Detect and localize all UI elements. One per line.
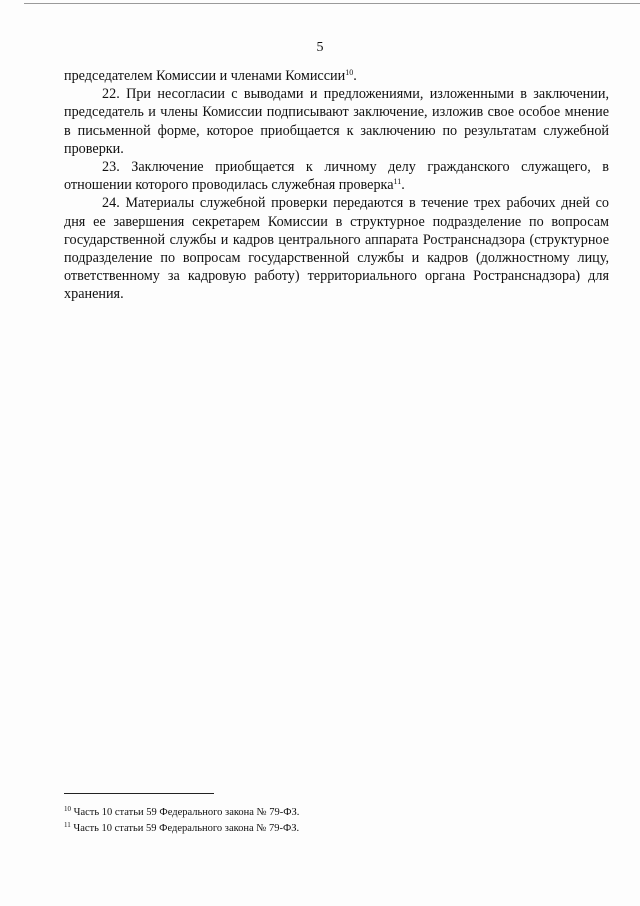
footnote-10 (64, 805, 609, 821)
footnote-number: 10 (64, 805, 71, 813)
paragraph-text: 22. При несогласии с выводами и предложениями, изложенными в заключении, председатель и члены Комиссии подписывают заключение, изложив свое особое мнение в письменной форме, которое приобщается к заключению по результатам служебной проверки. (64, 86, 609, 157)
document-body (64, 67, 609, 304)
paragraph-text: 23. Заключение приобщается к личному делу гражданского служащего, в отношении которого проводилась служебная проверка (64, 159, 609, 194)
paragraph-24 (64, 194, 609, 303)
footnote-11 (64, 821, 609, 837)
paragraph-continuation (64, 67, 609, 85)
paragraph-text: председателем Комиссии и членами Комиссии (64, 68, 346, 84)
footnote-number: 11 (64, 821, 71, 829)
footnote-ref-11[interactable]: 11 (393, 177, 402, 187)
paragraph-23 (64, 158, 609, 194)
footnote-text: Часть 10 статьи 59 Федерального закона № 79-ФЗ. (73, 807, 300, 818)
page-number: 5 (316, 40, 324, 55)
footnotes-section (64, 805, 609, 837)
paragraph-tail: . (353, 68, 357, 84)
footnote-separator (64, 793, 214, 794)
footnote-text: Часть 10 статьи 59 Федерального закона № 79-ФЗ. (73, 823, 300, 834)
paragraph-text: 24. Материалы служебной проверки передаются в течение трех рабочих дней со дня ее завершения секретарем Комиссии в структурное подразделение по вопросам государственной службы и кадров центрального аппарата Ространснадзора (структурное подразделение по вопросам государственной службы и кадров (должностному лицу, ответственному за кадровую работу) территориального органа Ространснадзора) для хранения. (64, 195, 609, 303)
paragraph-tail: . (401, 177, 405, 194)
footnote-ref-10[interactable]: 10 (345, 68, 354, 77)
scan-top-border (24, 3, 640, 4)
paragraph-22 (64, 85, 609, 158)
